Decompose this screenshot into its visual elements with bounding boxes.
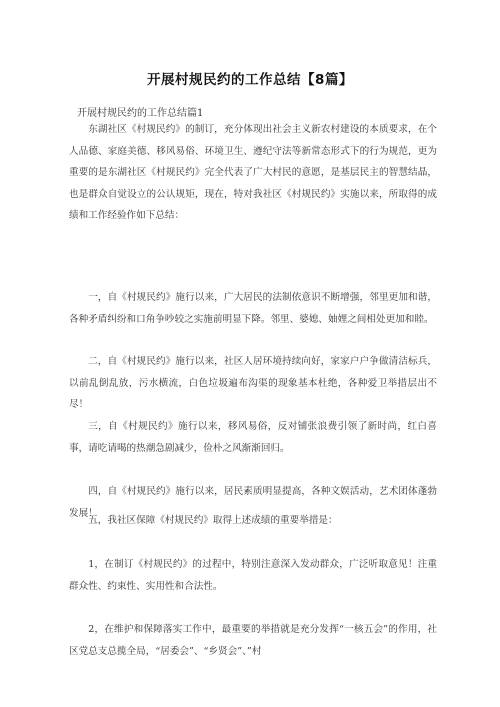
paragraph-point-3: 三，自《村规民约》施行以来，移风易俗，反对铺张浪费引领了新时尚，红白喜事，请吃请喝的热潮急剧减少，俭朴之风渐渐回归。: [69, 421, 437, 454]
section-heading: 开展村规民约的工作总结篇1: [77, 108, 204, 119]
paragraph-point-1: 一，自《村规民约》施行以来，广大居民的法制依意识不断增强，邻里更加和谐，各种矛盾纠纷和口角争吵较之实施前明显下降。邻里、婆媳、妯娌之间相处更加和睦。: [69, 292, 437, 325]
paragraph-point-4: 四，自《村规民约》施行以来，居民素质明显提高，各种文娱活动，艺术团体蓬勃发展！: [69, 486, 437, 519]
paragraph-point-5: 五，我社区保障《村规民约》取得上述成绩的重要举措是：: [88, 515, 338, 526]
paragraph-measure-1: 1，在制订《村规民约》的过程中，特别注意深入发动群众，广泛听取意见！注重群众性、约束性、实用性和合法性。: [69, 559, 437, 592]
paragraph-point-2: 二，自《村规民约》施行以来，社区人居环境持续向好，家家户户争做清洁标兵，以前乱倒乱放，污水横流，白色垃圾遍布沟渠的现象基本杜绝，各种爱卫举措层出不尽！: [69, 356, 437, 411]
paragraph-intro: 东湖社区《村规民约》的制订，充分体现出社会主义新农村建设的本质要求，在个人品德、家庭美德、移风易俗、环境卫生、遵纪守法等新常态形式下的行为规范，更为重要的是东湖社区《村规民约》完全代表了广大村民的意愿，是基层民主的智慧结晶，也是群众自觉设立的公认规矩，现在，特对我社区《村规民约》实施以来，所取得的成绩和工作经验作如下总结：: [69, 124, 437, 222]
paragraph-measure-2: 2，在维护和保障落实工作中，最重要的举措就是充分发挥“一核五会”的作用，社区党总支总揽全局，“居委会”、“乡贤会”、”村: [69, 624, 437, 657]
document-title: 开展村规民约的工作总结【8篇】: [147, 72, 353, 88]
